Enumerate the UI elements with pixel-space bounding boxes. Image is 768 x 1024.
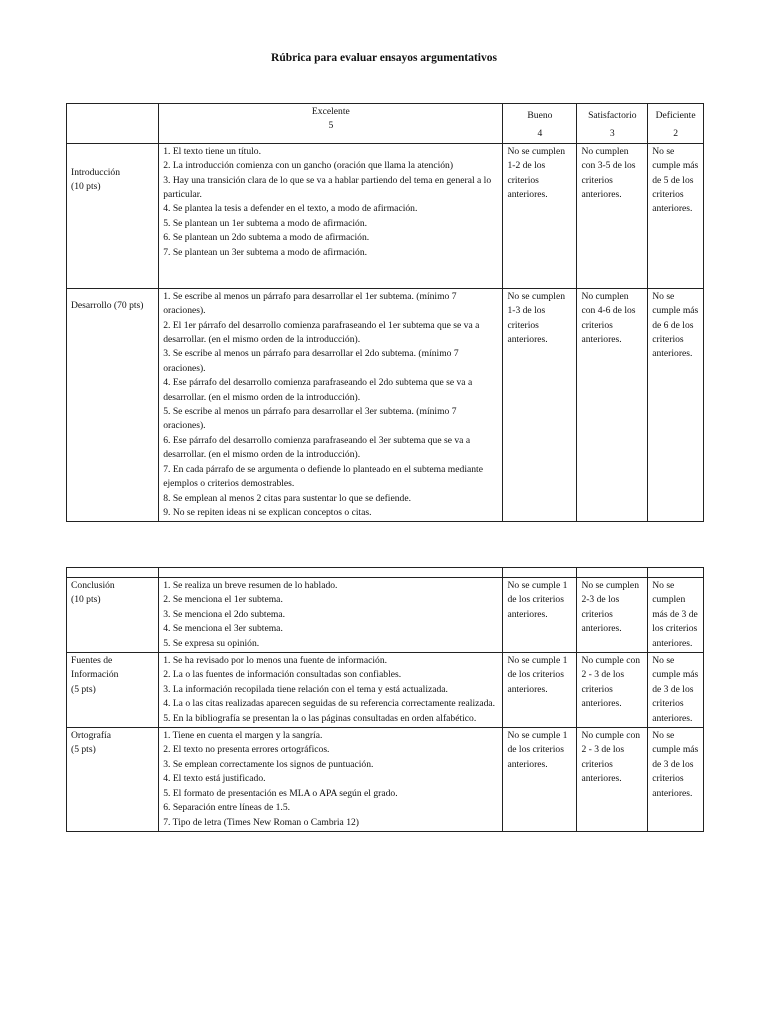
row-label-line: (10 pts) bbox=[71, 594, 101, 606]
criteria-list bbox=[159, 728, 503, 832]
header-deficiente-points: 2 bbox=[673, 128, 678, 140]
criteria-list bbox=[159, 653, 503, 728]
satisfactorio-descriptor: No se cumplen 2-3 de los criterios anteriores. bbox=[577, 578, 648, 653]
deficiente-descriptor: No se cumple más de 6 de los criterios anteriores. bbox=[648, 288, 704, 522]
row-label-line: (10 pts) bbox=[71, 181, 101, 193]
rubric-table-1 bbox=[66, 103, 704, 522]
row-label bbox=[67, 728, 159, 832]
criterion-item: 1. Tiene en cuenta el margen y la sangría. bbox=[163, 730, 323, 742]
deficiente-descriptor: No se cumplen más de 3 de los criterios anteriores. bbox=[648, 578, 704, 653]
criterion-item: 3. Se menciona el 2do subtema. bbox=[163, 608, 285, 620]
bueno-descriptor: No se cumple 1 de los criterios anteriores. bbox=[503, 653, 577, 728]
row-label-line: (5 pts) bbox=[71, 683, 96, 695]
row-label-line: Fuentes de Información bbox=[71, 655, 119, 681]
criterion-item: 8. Se emplean al menos 2 citas para sustentar lo que se defiende. bbox=[163, 492, 411, 504]
table-row bbox=[67, 143, 704, 288]
row-label-line: Desarrollo (70 pts) bbox=[71, 299, 144, 311]
table-row bbox=[67, 578, 704, 653]
criterion-item: 2. La o las fuentes de información consultadas son confiables. bbox=[163, 669, 402, 681]
header-satisfactorio-points: 3 bbox=[609, 128, 615, 140]
header-empty-cell bbox=[67, 104, 159, 144]
criterion-item: 7. Tipo de letra (Times New Roman o Cambria 12) bbox=[163, 816, 359, 828]
criterion-item: 7. En cada párrafo de se argumenta o defiende lo planteado en el subtema mediante ejemplos o criterios demostrables. bbox=[163, 463, 483, 490]
criteria-list bbox=[159, 288, 503, 522]
header-row bbox=[67, 104, 704, 144]
criteria-list bbox=[159, 143, 503, 288]
criterion-item: 4. Se menciona el 3er subtema. bbox=[163, 623, 283, 635]
deficiente-descriptor: No se cumple más de 3 de los criterios anteriores. bbox=[648, 728, 704, 832]
empty-cell bbox=[159, 568, 503, 578]
criterion-item: 2. El 1er párrafo del desarrollo comienza parafraseando el 1er subtema que se va a desarrollar. (en el mismo orden de la introducción). bbox=[163, 319, 480, 346]
bueno-descriptor: No se cumple 1 de los criterios anteriores. bbox=[503, 578, 577, 653]
criterion-item: 6. Separación entre líneas de 1.5. bbox=[163, 802, 291, 814]
criterion-item: 5. Se escribe al menos un párrafo para desarrollar el 3er subtema. (mínimo 7 oraciones). bbox=[163, 406, 457, 432]
criterion-item: 1. Se ha revisado por lo menos una fuente de información. bbox=[163, 655, 388, 667]
criterion-item: 1. Se escribe al menos un párrafo para desarrollar el 1er subtema. (mínimo 7 oraciones). bbox=[163, 290, 457, 317]
header-deficiente bbox=[648, 104, 704, 144]
criterion-item: 3. Hay una transición clara de lo que se va a hablar partiendo del tema en general a lo particular. bbox=[163, 174, 492, 201]
table-row bbox=[67, 728, 704, 832]
deficiente-descriptor: No se cumple más de 5 de los criterios anteriores. bbox=[648, 143, 704, 288]
row-label bbox=[67, 653, 159, 728]
criterion-item: 5. El formato de presentación es MLA o APA según el grado. bbox=[163, 787, 398, 799]
criterion-item: 2. Se menciona el 1er subtema. bbox=[163, 594, 283, 606]
rubric-table-2 bbox=[66, 567, 704, 832]
header-deficiente-label: Deficiente bbox=[655, 110, 696, 121]
bueno-descriptor: No se cumple 1 de los criterios anteriores. bbox=[503, 728, 577, 832]
empty-header-row bbox=[67, 568, 704, 578]
satisfactorio-descriptor: No cumplen con 3-5 de los criterios anteriores. bbox=[577, 143, 648, 288]
header-excelente bbox=[159, 104, 503, 144]
row-label-line: Conclusión bbox=[71, 580, 115, 591]
bueno-descriptor: No se cumplen 1-3 de los criterios anteriores. bbox=[503, 288, 577, 522]
criteria-list bbox=[159, 578, 503, 653]
header-bueno-label: Bueno bbox=[527, 110, 553, 121]
criterion-item: 1. El texto tiene un título. bbox=[163, 145, 262, 157]
row-label bbox=[67, 143, 159, 288]
criterion-item: 4. Se plantea la tesis a defender en el texto, a modo de afirmación. bbox=[163, 203, 418, 215]
deficiente-descriptor: No se cumple más de 3 de los criterios anteriores. bbox=[648, 653, 704, 728]
empty-cell bbox=[67, 568, 159, 578]
criterion-item: 3. La información recopilada tiene relación con el tema y está actualizada. bbox=[163, 683, 448, 695]
satisfactorio-descriptor: No cumple con 2 - 3 de los criterios anteriores. bbox=[577, 653, 648, 728]
bueno-descriptor: No se cumplen 1-2 de los criterios anteriores. bbox=[503, 143, 577, 288]
header-excelente-label: Excelente bbox=[311, 106, 350, 117]
criterion-item: 5. Se expresa su opinión. bbox=[163, 637, 260, 649]
criterion-item: 4. La o las citas realizadas aparecen seguidas de su referencia correctamente realizada. bbox=[163, 698, 496, 710]
criterion-item: 6. Se plantean un 2do subtema a modo de afirmación. bbox=[163, 232, 370, 244]
criterion-item: 7. Se plantean un 3er subtema a modo de afirmación. bbox=[163, 246, 368, 258]
row-label-line: (5 pts) bbox=[71, 744, 96, 756]
page-title: Rúbrica para evaluar ensayos argumentativos bbox=[271, 52, 497, 64]
row-label bbox=[67, 578, 159, 653]
row-label-line: Introducción bbox=[71, 166, 121, 178]
criterion-item: 2. El texto no presenta errores ortográficos. bbox=[163, 744, 330, 756]
satisfactorio-descriptor: No cumple con 2 - 3 de los criterios anteriores. bbox=[577, 728, 648, 832]
table-row bbox=[67, 653, 704, 728]
header-satisfactorio bbox=[577, 104, 648, 144]
header-satisfactorio-label: Satisfactorio bbox=[588, 110, 637, 121]
header-bueno-points: 4 bbox=[537, 128, 543, 140]
header-excelente-points: 5 bbox=[328, 120, 334, 132]
criterion-item: 9. No se repiten ideas ni se explican conceptos o citas. bbox=[163, 506, 372, 518]
satisfactorio-descriptor: No cumplen con 4-6 de los criterios anteriores. bbox=[577, 288, 648, 522]
criterion-item: 5. En la bibliografía se presentan la o las páginas consultadas en orden alfabético. bbox=[163, 712, 477, 724]
row-label-line: Ortografía bbox=[71, 730, 111, 742]
criterion-item: 1. Se realiza un breve resumen de lo hablado. bbox=[163, 580, 338, 591]
criterion-item: 3. Se emplean correctamente los signos de puntuación. bbox=[163, 758, 374, 770]
row-label bbox=[67, 288, 159, 522]
empty-cell bbox=[503, 568, 577, 578]
empty-cell bbox=[648, 568, 704, 578]
criterion-item: 4. Ese párrafo del desarrollo comienza parafraseando el 2do subtema que se va a desarrollar. (en el mismo orden de la introducción). bbox=[163, 377, 473, 403]
criterion-item: 5. Se plantean un 1er subtema a modo de afirmación. bbox=[163, 217, 368, 229]
table-row bbox=[67, 288, 704, 522]
empty-cell bbox=[577, 568, 648, 578]
criterion-item: 3. Se escribe al menos un párrafo para desarrollar el 2do subtema. (mínimo 7 oraciones). bbox=[163, 348, 459, 374]
criterion-item: 4. El texto está justificado. bbox=[163, 773, 266, 785]
criterion-item: 6. Ese párrafo del desarrollo comienza parafraseando el 3er subtema que se va a desarrollar. (en el mismo orden de la introducción). bbox=[163, 434, 471, 461]
criterion-item: 2. La introducción comienza con un gancho (oración que llama la atención) bbox=[163, 160, 454, 172]
header-bueno bbox=[503, 104, 577, 144]
